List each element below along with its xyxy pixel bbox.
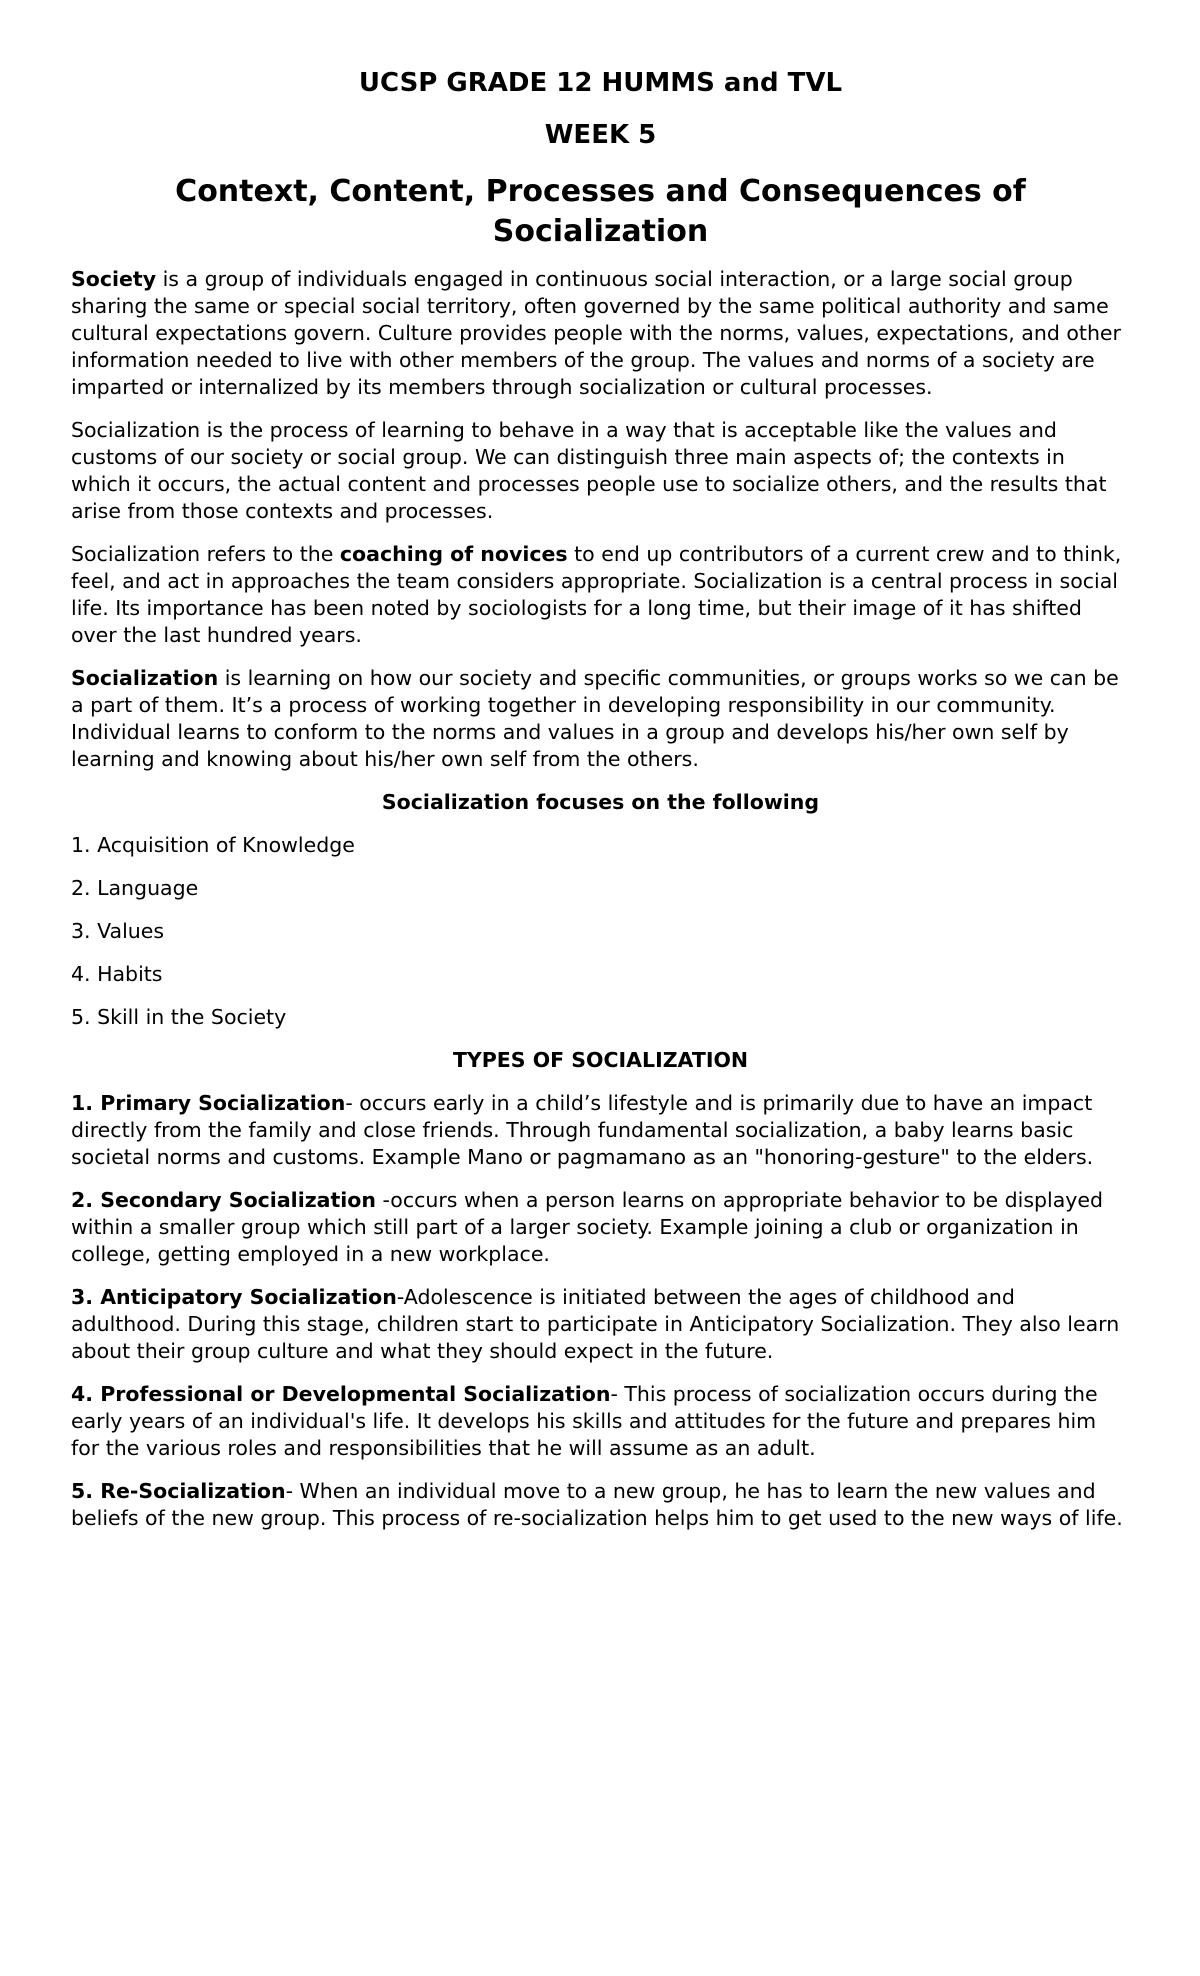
paragraph-society [71, 266, 1130, 401]
page-title: Context, Content, Processes and Consequences of Socialization [175, 174, 1026, 249]
paragraph-socialization-refers [71, 541, 1130, 649]
paragraph-socialization-refers-bold: coaching of novices [339, 542, 568, 566]
focus-item: 1. Acquisition of Knowledge [71, 833, 355, 857]
paragraph-socialization-refers-post: to end up contributors of a current crew and to think, feel, and act in approaches the team considers appropriate. Socialization is a central process in social life. Its importance has been noted by sociologists for a long time, but their image of it has shifted over the last hundred years. [71, 542, 1122, 647]
focus-heading: Socialization focuses on the following [381, 790, 820, 814]
type-item-text: -Adolescence is initiated between the ages of childhood and adulthood. During this stage, children start to participate in Anticipatory Socialization. They also learn about their group culture and what they should expect in the future. [71, 1285, 1120, 1363]
type-item-text: - This process of socialization occurs during the early years of an individual's life. It develops his skills and attitudes for the future and prepares him for the various roles and responsibilities that he will assume as an adult. [71, 1382, 1098, 1460]
paragraph-socialization-process-text: Socialization is the process of learning to behave in a way that is acceptable like the values and customs of our society or social group. We can distinguish three main aspects of; the contexts in which it occurs, the actual content and processes people use to socialize others, and the results that arise from those contexts and processes. [71, 418, 1107, 523]
week-heading: WEEK 5 [544, 120, 657, 150]
paragraph-socialization-refers-pre: Socialization refers to the [71, 542, 340, 566]
type-item-resocialization [71, 1478, 1130, 1532]
type-item-professional [71, 1381, 1130, 1462]
type-item-label: 2. Secondary Socialization [71, 1188, 376, 1212]
type-item-label: 3. Anticipatory Socialization [71, 1285, 397, 1309]
paragraph-society-text: is a group of individuals engaged in continuous social interaction, or a large social group sharing the same or special social territory, often governed by the same political authority and same cultural expectations govern. Culture provides people with the norms, values, expectations, and other information needed to live with other members of the group. The values and norms of a society are imparted or internalized by its members through socialization or cultural processes. [71, 267, 1121, 399]
focus-item: 4. Habits [71, 962, 163, 986]
type-item-label: 1. Primary Socialization [71, 1091, 346, 1115]
type-item-secondary [71, 1187, 1130, 1268]
type-item-anticipatory [71, 1284, 1130, 1365]
type-item-primary [71, 1090, 1130, 1171]
course-heading: UCSP GRADE 12 HUMMS and TVL [358, 68, 843, 98]
focus-item: 2. Language [71, 876, 199, 900]
type-item-text: - occurs early in a child’s lifestyle and is primarily due to have an impact directly from the family and close friends. Through fundamental socialization, a baby learns basic societal norms and customs. Example Mano or pagmamano as an "honoring-gesture" to the elders. [71, 1091, 1094, 1169]
type-item-text: - When an individual move to a new group, he has to learn the new values and beliefs of the new group. This process of re-socialization helps him to get used to the new ways of life. [71, 1479, 1123, 1530]
paragraph-society-bold: Society [71, 267, 157, 291]
paragraph-socialization-learning [71, 665, 1130, 773]
paragraph-socialization-process [71, 417, 1130, 525]
type-item-text: -occurs when a person learns on appropriate behavior to be displayed within a smaller group which still part of a larger society. Example joining a club or organization in college, getting employed in a new workplace. [71, 1188, 1104, 1266]
paragraph-socialization-learning-text: is learning on how our society and specific communities, or groups works so we can be a part of them. It’s a process of working together in developing responsibility in our community. Individual learns to conform to the norms and values in a group and develops his/her own self by learning and knowing about his/her own self from the others. [71, 666, 1119, 771]
type-item-label: 5. Re-Socialization [71, 1479, 286, 1503]
focus-item: 3. Values [71, 919, 165, 943]
types-heading: TYPES OF SOCIALIZATION [452, 1048, 749, 1072]
type-item-label: 4. Professional or Developmental Socialization [71, 1382, 611, 1406]
paragraph-socialization-learning-bold: Socialization [71, 666, 219, 690]
focus-item: 5. Skill in the Society [71, 1005, 287, 1029]
